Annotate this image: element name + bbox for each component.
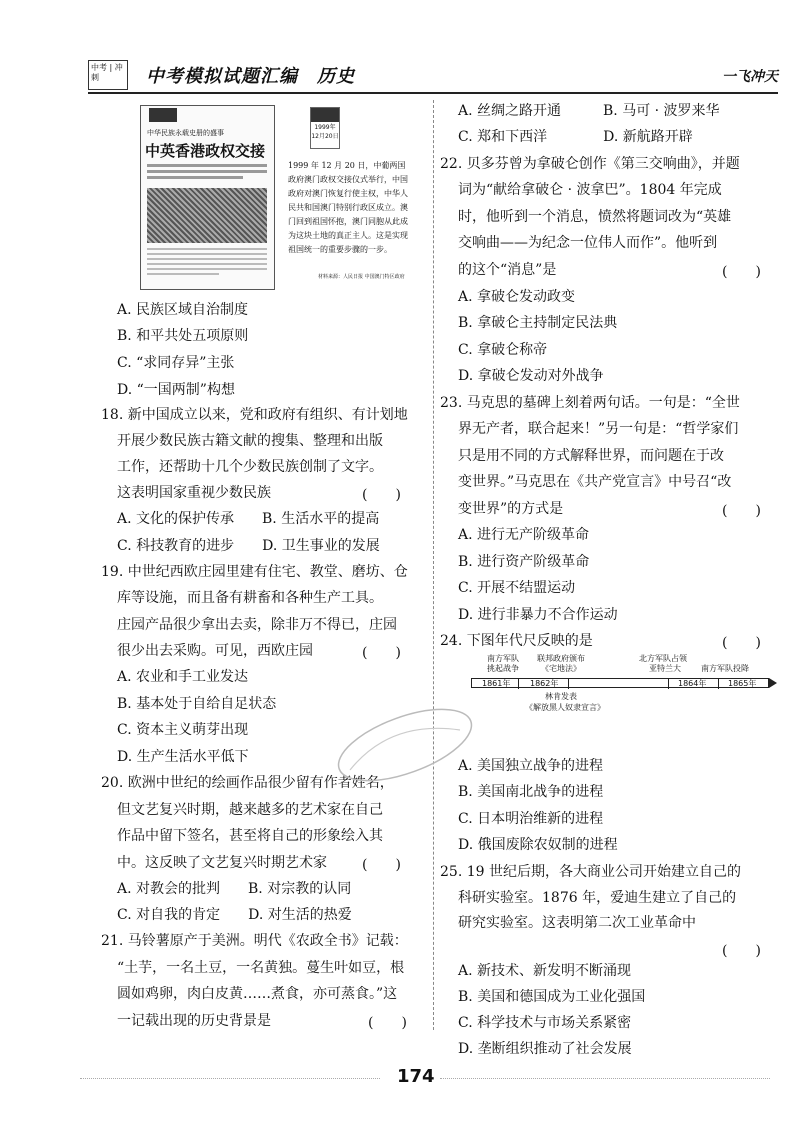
left-line: 工作，还帮助十几个少数民族创制了文字。 bbox=[117, 459, 383, 475]
answer-paren: ( ) bbox=[362, 645, 401, 661]
page-number: 174 bbox=[397, 1066, 435, 1087]
right-line: C. 科学技术与市场关系紧密 bbox=[458, 1015, 632, 1031]
newspaper-subhead: 中华民族永载史册的盛事 bbox=[147, 129, 224, 137]
stamp-date: 1999年12月20日 bbox=[311, 124, 339, 140]
left-line: D. 生产生活水平低下 bbox=[117, 749, 249, 765]
tl-label-3b: 亚特兰大 bbox=[649, 664, 681, 673]
left-line: 21. 马铃薯原产于美洲。明代《农政全书》记载： bbox=[101, 933, 408, 949]
left-line: B. 和平共处五项原则 bbox=[117, 328, 249, 344]
footer-rule-left bbox=[80, 1078, 380, 1079]
left-line: C. “求同存异”主张 bbox=[117, 355, 235, 371]
left-line: 中。这反映了文艺复兴时期艺术家 bbox=[117, 855, 327, 871]
right-line: D. 俄国废除农奴制的进程 bbox=[458, 837, 618, 853]
page-header bbox=[88, 58, 778, 92]
right-line: 25. 19 世纪后期，各大商业公司开始建立自己的 bbox=[440, 864, 741, 880]
tl-bottom-2: 《解放黑人奴隶宣言》 bbox=[525, 703, 605, 712]
book-title: 中考模拟试题汇编 历史 bbox=[146, 66, 355, 87]
answer-paren: ( ) bbox=[722, 503, 761, 519]
answer-paren: ( ) bbox=[722, 635, 761, 651]
left-line: A. 文化的保护传承 B. 生活水平的提高 bbox=[117, 511, 380, 527]
right-line: C. 拿破仑称帝 bbox=[458, 342, 548, 358]
tl-label-4: 南方军队投降 bbox=[701, 664, 749, 673]
stamp-box bbox=[310, 107, 340, 149]
commemorative-panel bbox=[288, 105, 410, 290]
tl-bottom-1: 林肯发表 bbox=[545, 692, 577, 701]
right-line: 词为“献给拿破仑 · 波拿巴”。1804 年完成 bbox=[458, 182, 722, 198]
left-line: 但文艺复兴时期，越来越多的艺术家在自己 bbox=[117, 802, 383, 818]
newspaper-body bbox=[147, 248, 267, 278]
tl-year-1862: 1862年 bbox=[530, 679, 559, 688]
newspaper-headline: 中英香港政权交接 bbox=[145, 142, 266, 160]
right-line: 变世界。”马克思在《共产党宣言》中号召“改 bbox=[458, 474, 732, 490]
right-line: B. 进行资产阶级革命 bbox=[458, 554, 590, 570]
figure-credit: 材料来源：人民日报 中国澳门特区政府 bbox=[318, 274, 405, 280]
newspaper-clipping bbox=[140, 105, 275, 290]
left-line: 这表明国家重视少数民族 bbox=[117, 485, 271, 501]
right-line: 变世界”的方式是 bbox=[458, 501, 564, 517]
right-line: A. 进行无产阶级革命 bbox=[458, 527, 590, 543]
left-line: 开展少数民族古籍文献的搜集、整理和出版 bbox=[117, 433, 383, 449]
right-line: C. 郑和下西洋 D. 新航路开辟 bbox=[458, 129, 693, 145]
series-logo: 中考 | 冲刺 bbox=[88, 60, 128, 90]
figure-caption: 1999 年 12 月 20 日，中葡两国政府澳门政权交接仪式举行，中国政府对澳门恢复行使主权，中华人民共和国澳门特别行政区成立。澳门回到祖国怀抱，澳门同胞从此成为这块土地的真正主人。这是实现祖国统一的重要步骤的一步。 bbox=[288, 161, 408, 254]
newspaper-masthead bbox=[149, 108, 177, 122]
left-line: 18. 新中国成立以来，党和政府有组织、有计划地 bbox=[101, 407, 408, 423]
right-line: 23. 马克思的墓碑上刻着两句话。一句是：“全世 bbox=[440, 395, 740, 411]
right-line: 时，他听到一个消息，愤然将题词改为“英雄 bbox=[458, 209, 732, 225]
tl-label-1b: 挑起战争 bbox=[487, 664, 519, 673]
tl-label-2b: 《宅地法》 bbox=[541, 664, 581, 673]
timeline-bar bbox=[471, 678, 769, 688]
right-line: D. 进行非暴力不合作运动 bbox=[458, 607, 618, 623]
right-line: D. 垄断组织推动了社会发展 bbox=[458, 1041, 632, 1057]
left-line: 庄园产品很少拿出去卖，除非万不得已，庄园 bbox=[117, 617, 397, 633]
header-rule bbox=[88, 92, 778, 94]
answer-paren: ( ) bbox=[722, 264, 761, 280]
column-divider bbox=[433, 100, 434, 1030]
right-line: B. 美国和德国成为工业化强国 bbox=[458, 989, 646, 1005]
left-line: 19. 中世纪西欧庄园里建有住宅、教堂、磨坊、仓 bbox=[101, 564, 408, 580]
left-line: 作品中留下签名，甚至将自己的形象绘入其 bbox=[117, 828, 383, 844]
left-line: C. 资本主义萌芽出现 bbox=[117, 722, 249, 738]
timeline-arrow bbox=[769, 678, 777, 688]
left-line: 20. 欧洲中世纪的绘画作品很少留有作者姓名， bbox=[101, 775, 394, 791]
left-line: A. 民族区域自治制度 bbox=[117, 302, 249, 318]
newspaper-lead bbox=[147, 164, 267, 182]
tl-label-2: 联邦政府颁布 bbox=[537, 654, 585, 663]
newspaper-photo bbox=[147, 188, 267, 243]
answer-paren: ( ) bbox=[362, 487, 401, 503]
left-line: C. 对自我的肯定 D. 对生活的热爱 bbox=[117, 907, 352, 923]
right-line: B. 美国南北战争的进程 bbox=[458, 784, 604, 800]
tl-year-1864: 1864年 bbox=[678, 679, 707, 688]
left-line: 圆如鸡卵，肉白皮黄……煮食，亦可蒸食。”这 bbox=[117, 986, 398, 1002]
right-line: A. 拿破仑发动政变 bbox=[458, 289, 576, 305]
answer-paren: ( ) bbox=[362, 857, 401, 873]
tl-year-1861: 1861年 bbox=[482, 679, 511, 688]
left-line: 一记载出现的历史背景是 bbox=[117, 1013, 271, 1029]
right-line: A. 丝绸之路开通 B. 马可 · 波罗来华 bbox=[458, 103, 720, 119]
left-line: B. 基本处于自给自足状态 bbox=[117, 696, 277, 712]
tl-label-1: 南方军队 bbox=[487, 654, 519, 663]
tl-year-1865: 1865年 bbox=[728, 679, 757, 688]
right-line: D. 拿破仑发动对外战争 bbox=[458, 368, 604, 384]
footer-rule-right bbox=[440, 1078, 770, 1079]
right-line: A. 美国独立战争的进程 bbox=[458, 758, 604, 774]
left-line: A. 农业和手工业发达 bbox=[117, 669, 249, 685]
right-line: 24. 下图年代尺反映的是 bbox=[440, 633, 593, 649]
timeline-figure bbox=[463, 652, 778, 720]
right-line: 研究实验室。这表明第二次工业革命中 bbox=[458, 915, 696, 931]
answer-paren: ( ) bbox=[368, 1015, 407, 1031]
left-line: A. 对教会的批判 B. 对宗教的认同 bbox=[117, 881, 352, 897]
right-line: 交响曲——为纪念一位伟人而作”。他听到 bbox=[458, 235, 718, 251]
right-line: 22. 贝多芬曾为拿破仑创作《第三交响曲》，并题 bbox=[440, 156, 740, 172]
right-line: B. 拿破仑主持制定民法典 bbox=[458, 315, 618, 331]
left-line: 很少出去采购。可见，西欧庄园 bbox=[117, 643, 313, 659]
right-line: C. 日本明治维新的进程 bbox=[458, 811, 604, 827]
right-line: 只是用不同的方式解释世界，而问题在于改 bbox=[458, 448, 724, 464]
left-line: C. 科技教育的进步 D. 卫生事业的发展 bbox=[117, 538, 380, 554]
left-line: D. “一国两制”构想 bbox=[117, 382, 235, 398]
right-line: 界无产者，联合起来！”另一句是：“哲学家们 bbox=[458, 421, 739, 437]
right-line: 的这个“消息”是 bbox=[458, 262, 557, 278]
left-line: “土芋，一名土豆，一名黄独。蔓生叶如豆，根 bbox=[117, 960, 405, 976]
right-line: 科研实验室。1876 年，爱迪生建立了自己的 bbox=[458, 890, 737, 906]
left-line: 库等设施，而且备有耕畜和各种生产工具。 bbox=[117, 590, 383, 606]
newspaper-figure bbox=[140, 105, 410, 290]
series-name: 一飞冲天 bbox=[722, 69, 778, 85]
tl-label-3: 北方军队占领 bbox=[639, 654, 687, 663]
right-line: C. 开展不结盟运动 bbox=[458, 580, 576, 596]
right-line: A. 新技术、新发明不断涌现 bbox=[458, 963, 632, 979]
answer-paren: ( ) bbox=[722, 943, 761, 959]
